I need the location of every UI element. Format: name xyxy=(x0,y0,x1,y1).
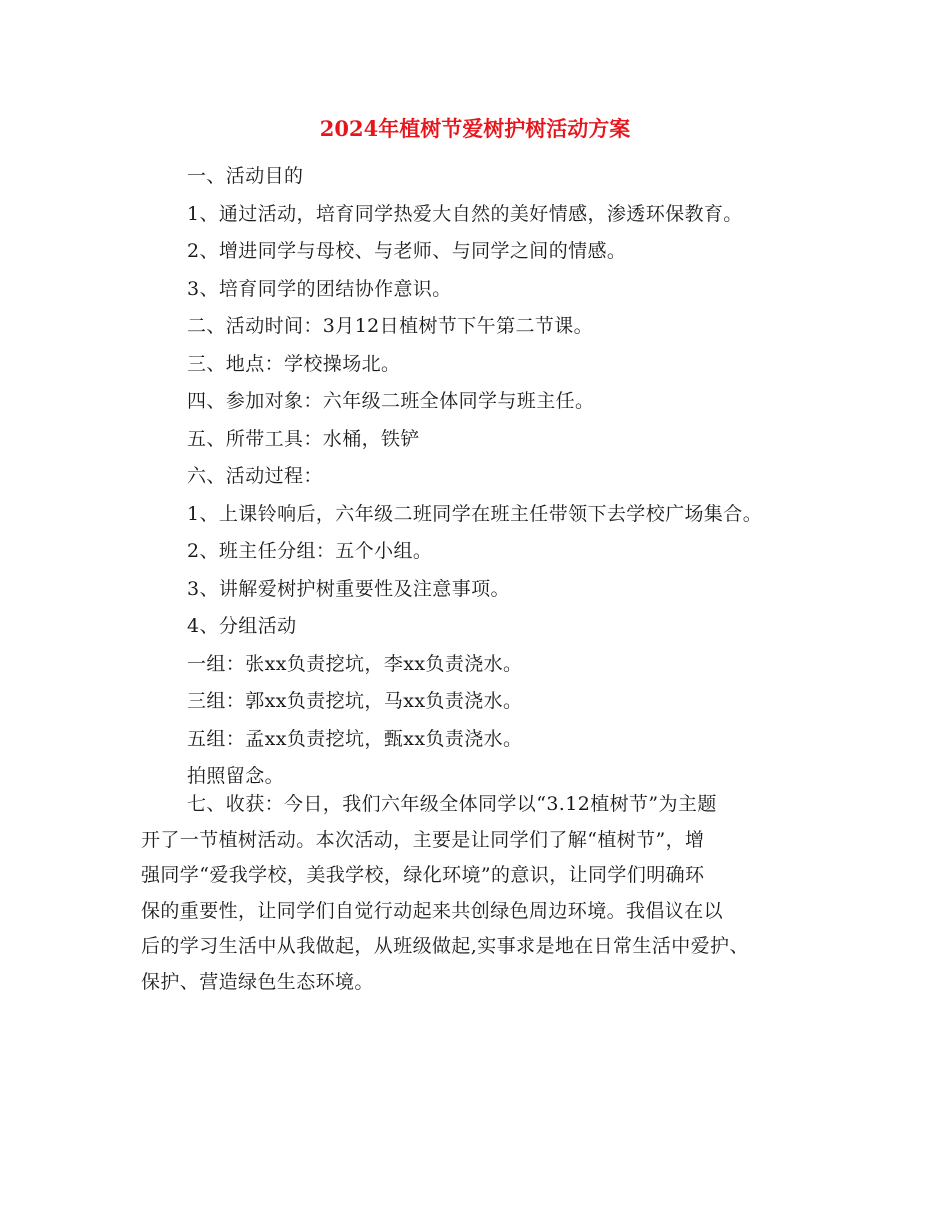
paragraph-line: 强同学“爱我学校，美我学校，绿化环境”的意识，让同学们明确环 xyxy=(141,864,705,886)
section-heading-process: 六、活动过程： xyxy=(187,465,323,487)
section-heading-purpose: 一、活动目的 xyxy=(187,165,304,187)
list-item: 3、讲解爱树护树重要性及注意事项。 xyxy=(187,577,510,600)
group-assignment: 三组：郭xx负责挖坑，马xx负责浇水。 xyxy=(187,690,523,712)
document-title: 2024年植树节爱树护树活动方案 xyxy=(319,116,631,141)
list-item: 1、上课铃响后，六年级二班同学在班主任带领下去学校广场集合。 xyxy=(187,502,763,525)
list-item: 3、培育同学的团结协作意识。 xyxy=(187,277,452,300)
paragraph-line: 七、收获：今日，我们六年级全体同学以“3.12植树节”为主题 xyxy=(187,793,717,815)
paragraph-line: 开了一节植树活动。本次活动，主要是让同学们了解“植树节”，增 xyxy=(141,828,705,851)
list-item: 1、通过活动，培育同学热爱大自然的美好情感，渗透环保教育。 xyxy=(187,202,743,225)
section-heading-location: 三、地点：学校操场北。 xyxy=(187,352,401,375)
section-heading-participants: 四、参加对象：六年级二班全体同学与班主任。 xyxy=(187,390,595,412)
paragraph-line: 保的重要性，让同学们自觉行动起来共创绿色周边环境。我倡议在以 xyxy=(141,899,724,922)
harvest-paragraph xyxy=(141,787,861,1000)
plan-sections xyxy=(187,158,887,796)
paragraph-line: 保护、营造绿色生态环境。 xyxy=(141,970,374,993)
list-item: 4、分组活动 xyxy=(187,615,297,637)
list-item: 2、班主任分组：五个小组。 xyxy=(187,540,433,562)
section-heading-time: 二、活动时间：3月12日植树节下午第二节课。 xyxy=(187,315,594,337)
group-assignment: 一组：张xx负责挖坑，李xx负责浇水。 xyxy=(187,652,523,675)
list-item: 2、增进同学与母校、与老师、与同学之间的情感。 xyxy=(187,240,627,262)
list-item: 拍照留念。 xyxy=(187,765,285,787)
group-assignment: 五组：孟xx负责挖坑，甄xx负责浇水。 xyxy=(187,727,523,750)
section-heading-tools: 五、所带工具：水桶，铁铲 xyxy=(187,427,420,450)
paragraph-line: 后的学习生活中从我做起，从班级做起,实事求是地在日常生活中爱护、 xyxy=(141,935,749,957)
